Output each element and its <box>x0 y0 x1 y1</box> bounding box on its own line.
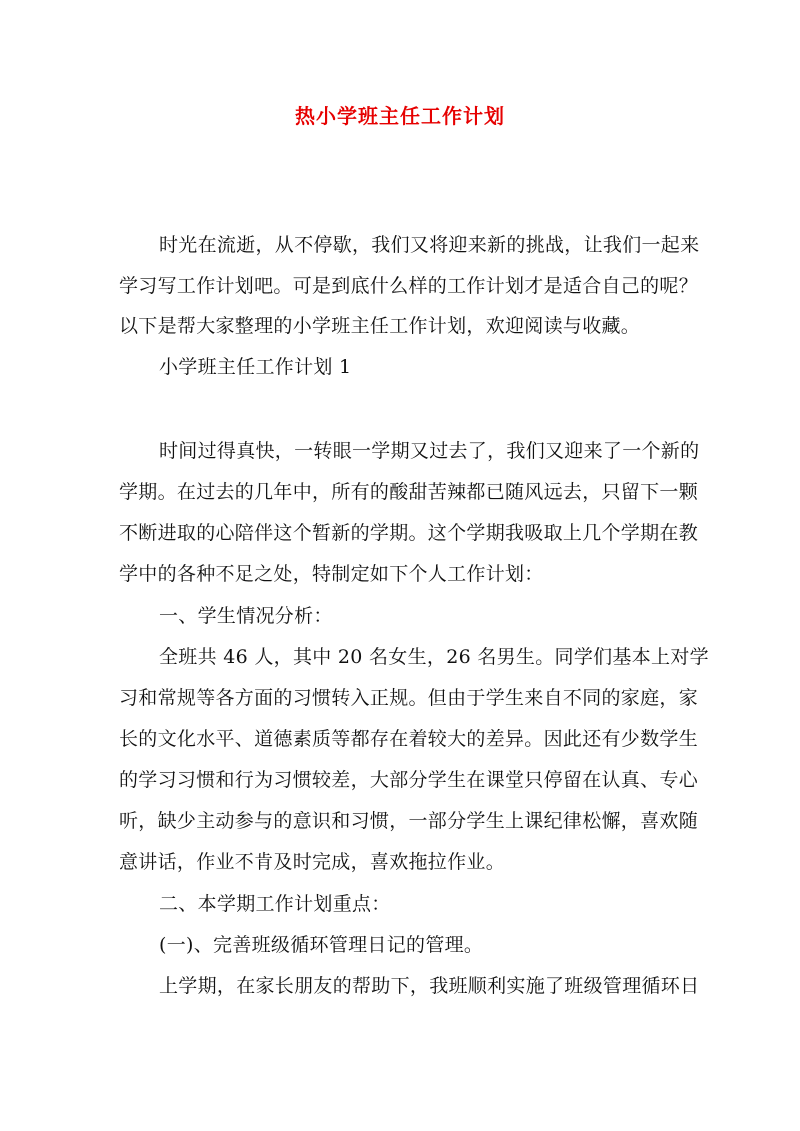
paragraph-line: 意讲话，作业不肯及时完成，喜欢拖拉作业。 <box>119 851 506 873</box>
paragraph-line: 的学习习惯和行为习惯较差，大部分学生在课堂只停留在认真、专心 <box>119 769 699 791</box>
section-heading: 二、本学期工作计划重点： <box>159 893 391 915</box>
paragraph-line: 听，缺少主动参与的意识和习惯，一部分学生上课纪律松懈，喜欢随 <box>119 810 699 832</box>
paragraph-line: 学中的各种不足之处，特制定如下个人工作计划： <box>119 563 544 585</box>
paragraph-line: 学期。在过去的几年中，所有的酸甜苦辣都已随风远去，只留下一颗 <box>119 481 699 503</box>
paragraph-line: 全班共 46 人，其中 20 名女生，26 名男生。同学们基本上对学 <box>159 646 709 668</box>
paragraph-line: 以下是帮大家整理的小学班主任工作计划，欢迎阅读与收藏。 <box>119 315 641 337</box>
section-heading: 小学班主任工作计划 1 <box>159 356 352 378</box>
paragraph-line: 不断进取的心陪伴这个暂新的学期。这个学期我吸取上几个学期在教 <box>119 522 699 544</box>
paragraph-line: 上学期，在家长朋友的帮助下，我班顺利实施了班级管理循环日 <box>159 975 700 997</box>
subsection-heading: (一)、完善班级循环管理日记的管理。 <box>159 934 484 956</box>
paragraph-line: 时间过得真快，一转眼一学期又过去了，我们又迎来了一个新的 <box>159 440 700 462</box>
paragraph-line: 时光在流逝，从不停歇，我们又将迎来新的挑战，让我们一起来 <box>159 234 700 256</box>
document-title: 热小学班主任工作计划 <box>295 104 505 128</box>
paragraph-line: 长的文化水平、道德素质等都存在着较大的差异。因此还有少数学生 <box>119 728 699 750</box>
paragraph-line: 学习写工作计划吧。可是到底什么样的工作计划才是适合自己的呢？ <box>119 275 699 297</box>
paragraph-line: 习和常规等各方面的习惯转入正规。但由于学生来自不同的家庭，家 <box>119 687 699 709</box>
section-heading: 一、学生情况分析： <box>159 605 333 627</box>
